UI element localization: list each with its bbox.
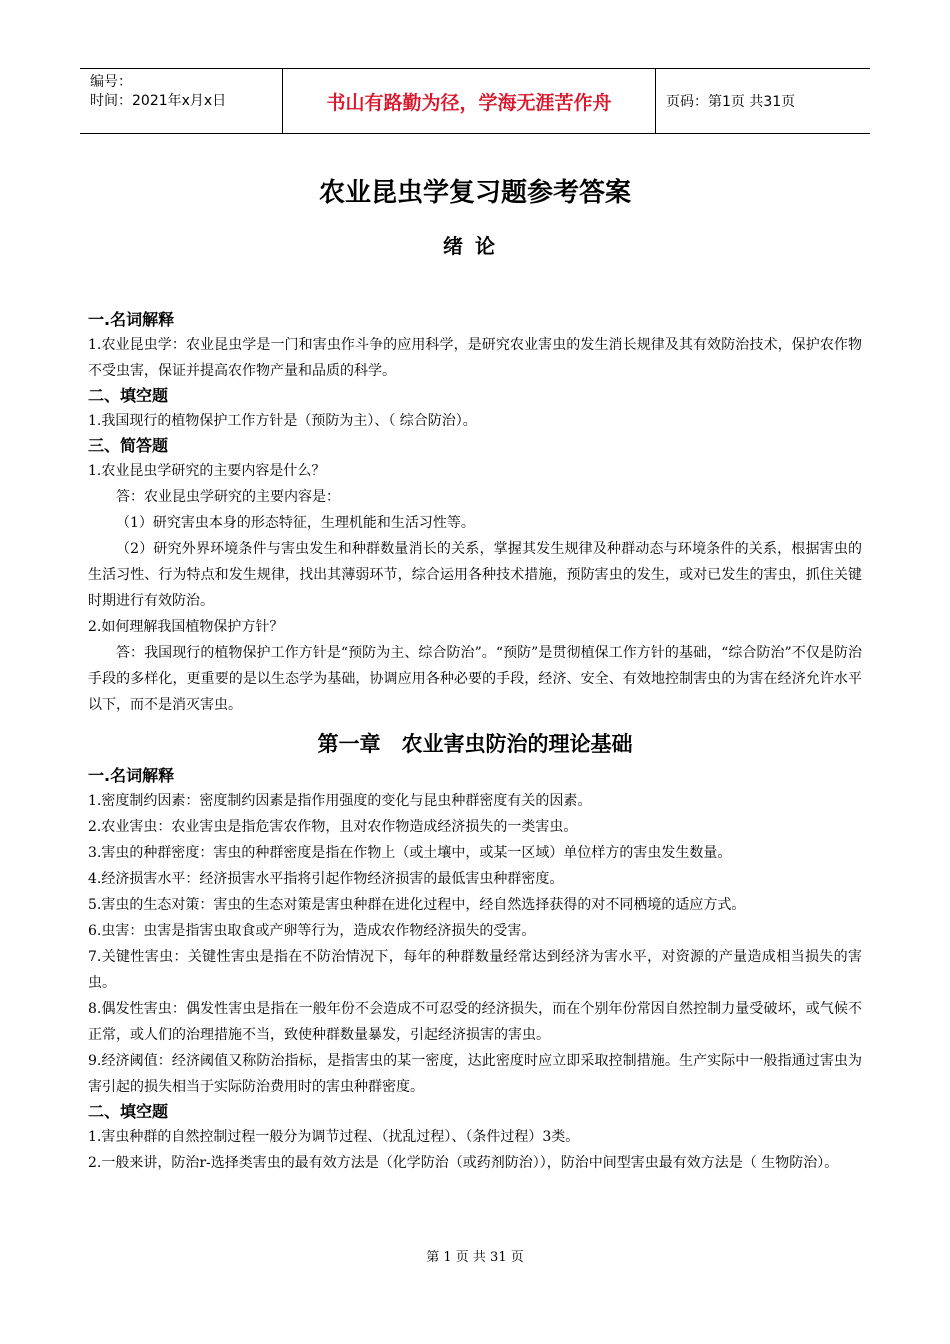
answer: 答：我国现行的植物保护工作方针是“预防为主、综合防治”。“预防”是贯彻植保工作方针的基础，“综合防治”不仅是防治手段的多样化，更重要的是以生态学为基础，协调应用各种必要的手段，经济、安全、有效地控制害虫的为害在经济允许水平以下，而不是消灭害虫。 [88, 645, 862, 713]
term-item: 8.偶发性害虫：偶发性害虫是指在一般年份不会造成不可忍受的经济损失，而在个别年份常因自然控制力量受破坏，或气候不正常，或人们的治理措施不当，致使种群数量暴发，引起经济损害的害虫。 [88, 1001, 862, 1043]
term-item: 7.关键性害虫：关键性害虫是指在不防治情况下，每年的种群数量经常达到经济为害水平，对资源的产量造成相当损失的害虫。 [88, 949, 862, 991]
chapter1-section [88, 764, 862, 1176]
question: 1.农业昆虫学研究的主要内容是什么？ [88, 463, 326, 479]
answer-item: （2）研究外界环境条件与害虫发生和种群数量消长的关系，掌握其发生规律及种群动态与环境条件的关系，根据害虫的生活习性、行为特点和发生规律，找出其薄弱环节，综合运用各种技术措施，预防害虫的发生，或对已发生的害虫，抓住关键时期进行有效防治。 [88, 541, 862, 609]
document-title: 农业昆虫学复习题参考答案 [318, 178, 631, 208]
section-heading: 二、填空题 [88, 386, 169, 405]
header-page-info: 页码：第1页 共31页 [666, 94, 796, 110]
term-item: 9.经济阈值：经济阈值又称防治指标，是指害虫的某一密度，达此密度时应立即采取控制措施。生产实际中一般指通过害虫为害引起的损失相当于实际防治费用时的害虫种群密度。 [88, 1053, 862, 1095]
fill-item: 2.一般来讲，防治r-选择类害虫的最有效方法是（化学防治（或药剂防治）），防治中间型害虫最有效方法是（ 生物防治）。 [88, 1155, 839, 1171]
section-heading: 一.名词解释 [88, 766, 175, 785]
answer: 答：农业昆虫学研究的主要内容是： [116, 489, 340, 505]
intro-section [88, 308, 862, 718]
number-label: 编号： [90, 74, 132, 90]
term-item: 2.农业害虫：农业害虫是指危害农作物，且对农作物造成经济损失的一类害虫。 [88, 819, 578, 835]
section-heading: 一.名词解释 [88, 310, 175, 329]
term-item: 1.密度制约因素：密度制约因素是指作用强度的变化与昆虫种群密度有关的因素。 [88, 793, 592, 809]
section-heading: 三、简答题 [88, 436, 169, 455]
paragraph: 1.农业昆虫学：农业昆虫学是一门和害虫作斗争的应用科学，是研究农业害虫的发生消长规律及其有效防治技术，保护农作物不受虫害，保证并提高农作物产量和品质的科学。 [88, 337, 862, 379]
header-motto: 书山有路勤为径，学海无涯苦作舟 [282, 69, 656, 133]
term-item: 5.害虫的生态对策：害虫的生态对策是害虫种群在进化过程中，经自然选择获得的对不同栖境的适应方式。 [88, 897, 746, 913]
time-label: 时间：2021年x月x日 [90, 93, 227, 109]
header-meta [80, 69, 282, 133]
answer-item: （1）研究害虫本身的形态特征，生理机能和生活习性等。 [116, 515, 475, 531]
question: 2.如何理解我国植物保护方针？ [88, 619, 284, 635]
chapter-title: 第一章 农业害虫防治的理论基础 [317, 732, 633, 756]
term-item: 4.经济损害水平：经济损害水平指将引起作物经济损害的最低害虫种群密度。 [88, 871, 564, 887]
term-item: 6.虫害：虫害是指害虫取食或产卵等行为，造成农作物经济损失的受害。 [88, 923, 536, 939]
page-footer: 第 1 页 共 31 页 [426, 1250, 524, 1265]
section-heading: 二、填空题 [88, 1102, 169, 1121]
intro-heading: 绪论 [443, 234, 507, 258]
paragraph: 1.我国现行的植物保护工作方针是（预防为主）、（ 综合防治）。 [88, 413, 477, 429]
term-item: 3.害虫的种群密度：害虫的种群密度是指在作物上（或土壤中，或某一区域）单位样方的害虫发生数量。 [88, 845, 732, 861]
document-body [88, 170, 862, 1176]
fill-item: 1.害虫种群的自然控制过程一般分为调节过程、（扰乱过程）、（条件过程）3类。 [88, 1129, 580, 1145]
page-header [80, 68, 870, 134]
